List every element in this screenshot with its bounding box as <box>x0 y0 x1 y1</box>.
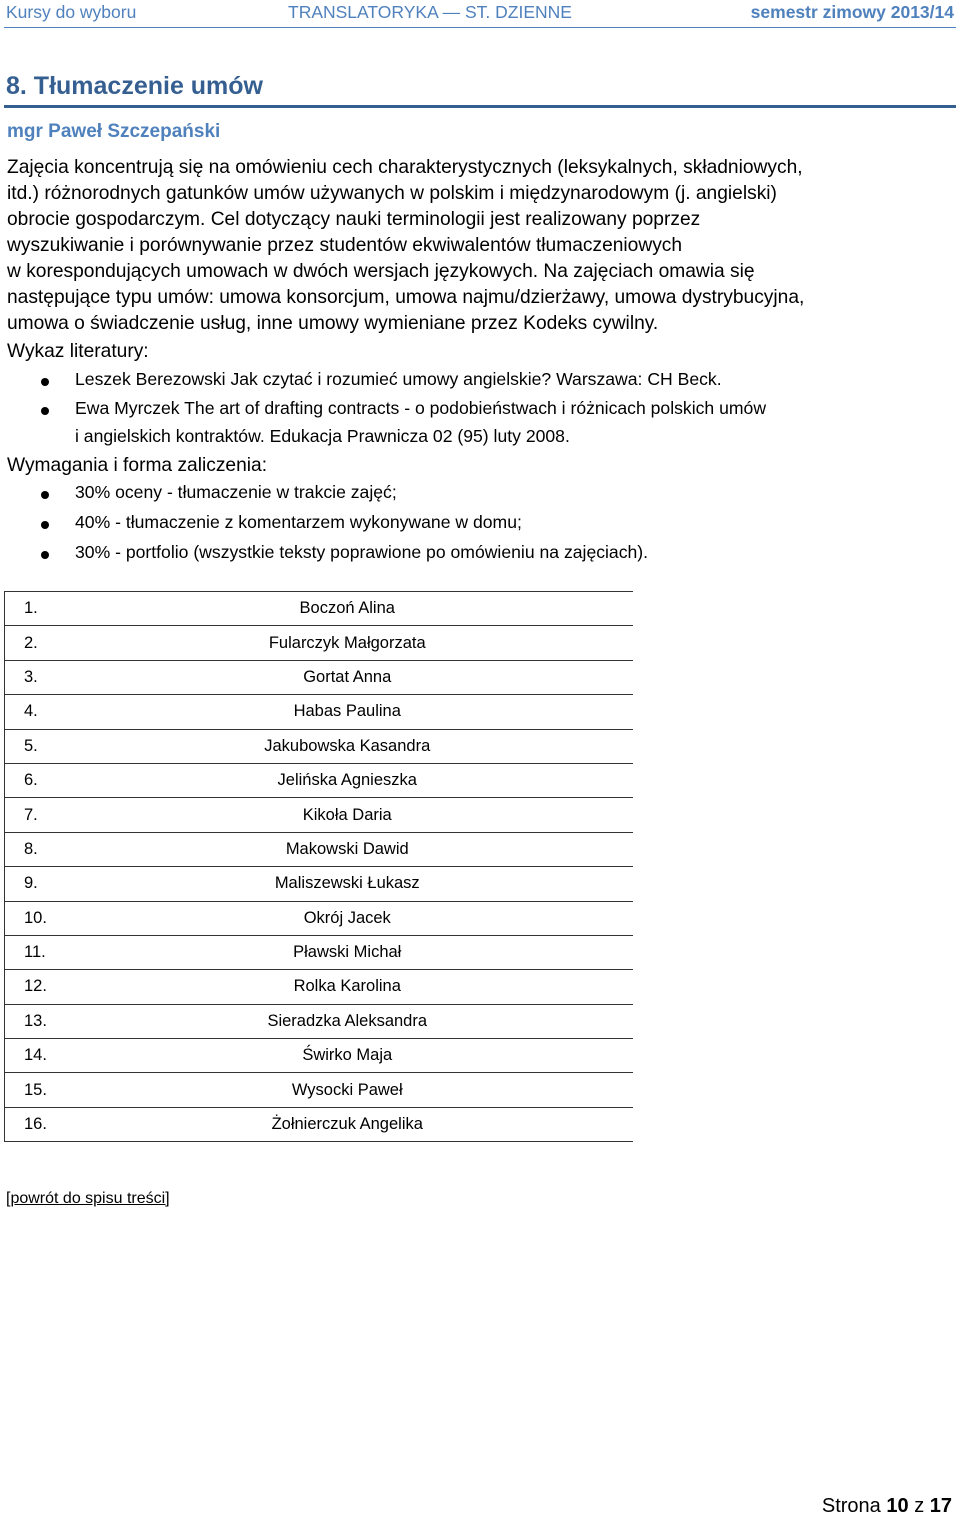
bullet-icon <box>41 491 49 499</box>
description-line: obrocie gospodarczym. Cel dotyczący nauki terminologii jest realizowany poprzez <box>7 209 701 230</box>
student-name: Wysocki Paweł <box>62 1073 634 1107</box>
current-page: 10 <box>886 1495 909 1517</box>
course-description <box>7 155 957 337</box>
table-row <box>5 1073 634 1107</box>
student-number: 10. <box>5 901 62 935</box>
bullet-icon <box>41 378 49 386</box>
student-name: Boczoń Alina <box>62 592 634 626</box>
student-name: Jakubowska Kasandra <box>62 729 634 763</box>
table-row <box>5 935 634 969</box>
student-name: Świrko Maja <box>62 1039 634 1073</box>
requirements-heading: Wymagania i forma zaliczenia: <box>7 455 268 476</box>
student-number: 8. <box>5 832 62 866</box>
student-name: Okrój Jacek <box>62 901 634 935</box>
table-row <box>5 763 634 797</box>
description-line: umowa o świadczenie usług, inne umowy wymieniane przez Kodeks cywilny. <box>7 313 659 334</box>
bullet-icon <box>41 407 49 415</box>
table-row <box>5 729 634 763</box>
student-name: Habas Paulina <box>62 695 634 729</box>
table-row <box>5 626 634 660</box>
table-row <box>5 1004 634 1038</box>
description-line: w korespondujących umowach w dwóch wersjach językowych. Na zajęciach omawia się <box>7 261 755 282</box>
section-title: 8. Tłumaczenie umów <box>6 72 264 100</box>
total-pages: 17 <box>929 1495 952 1517</box>
page-label: Strona <box>821 1495 881 1517</box>
table-row <box>5 970 634 1004</box>
back-to-contents-link[interactable]: [powrót do spisu treści] <box>6 1190 170 1207</box>
page-separator: z <box>914 1495 925 1517</box>
table-row <box>5 832 634 866</box>
student-name: Pławski Michał <box>62 935 634 969</box>
student-number: 3. <box>5 660 62 694</box>
table-row <box>5 592 634 626</box>
student-name: Sieradzka Aleksandra <box>62 1004 634 1038</box>
student-number: 11. <box>5 935 62 969</box>
student-number: 5. <box>5 729 62 763</box>
student-name: Kikoła Daria <box>62 798 634 832</box>
student-number: 15. <box>5 1073 62 1107</box>
description-line: Zajęcia koncentrują się na omówieniu cech charakterystycznych (leksykalnych, składniowych, <box>7 157 803 178</box>
student-number: 7. <box>5 798 62 832</box>
table-row <box>5 798 634 832</box>
header-right: semestr zimowy 2013/14 <box>750 2 954 22</box>
student-number: 6. <box>5 763 62 797</box>
bullet-icon <box>41 521 49 529</box>
student-name: Maliszewski Łukasz <box>62 867 634 901</box>
student-number: 9. <box>5 867 62 901</box>
student-name: Jelińska Agnieszka <box>62 763 634 797</box>
student-table <box>4 591 633 1142</box>
student-number: 1. <box>5 592 62 626</box>
student-name: Gortat Anna <box>62 660 634 694</box>
table-row <box>5 867 634 901</box>
title-underline <box>4 105 956 108</box>
student-name: Makowski Dawid <box>62 832 634 866</box>
student-number: 2. <box>5 626 62 660</box>
header-divider <box>4 27 956 28</box>
table-row <box>5 660 634 694</box>
table-row <box>5 1107 634 1141</box>
header-center: TRANSLATORYKA — ST. DZIENNE <box>288 2 572 22</box>
table-row <box>5 901 634 935</box>
student-number: 13. <box>5 1004 62 1038</box>
description-line: następujące typu umów: umowa konsorcjum, umowa najmu/dzierżawy, umowa dystrybucyjna, <box>7 287 805 308</box>
table-row <box>5 695 634 729</box>
bullet-icon <box>41 551 49 559</box>
table-row <box>5 1039 634 1073</box>
student-number: 16. <box>5 1107 62 1141</box>
header-left: Kursy do wyboru <box>6 2 137 22</box>
student-number: 4. <box>5 695 62 729</box>
student-name: Żołnierczuk Angelika <box>62 1107 634 1141</box>
student-name: Fularczyk Małgorzata <box>62 626 634 660</box>
instructor-name: mgr Paweł Szczepański <box>7 121 221 142</box>
running-header <box>0 0 960 26</box>
student-name: Rolka Karolina <box>62 970 634 1004</box>
student-number: 14. <box>5 1039 62 1073</box>
description-line: itd.) różnorodnych gatunków umów używanych w polskim i międzynarodowym (j. angielski) <box>7 183 777 204</box>
literature-heading: Wykaz literatury: <box>7 341 149 362</box>
description-line: wyszukiwanie i porównywanie przez studentów ekwiwalentów tłumaczeniowych <box>7 235 683 256</box>
student-number: 12. <box>5 970 62 1004</box>
